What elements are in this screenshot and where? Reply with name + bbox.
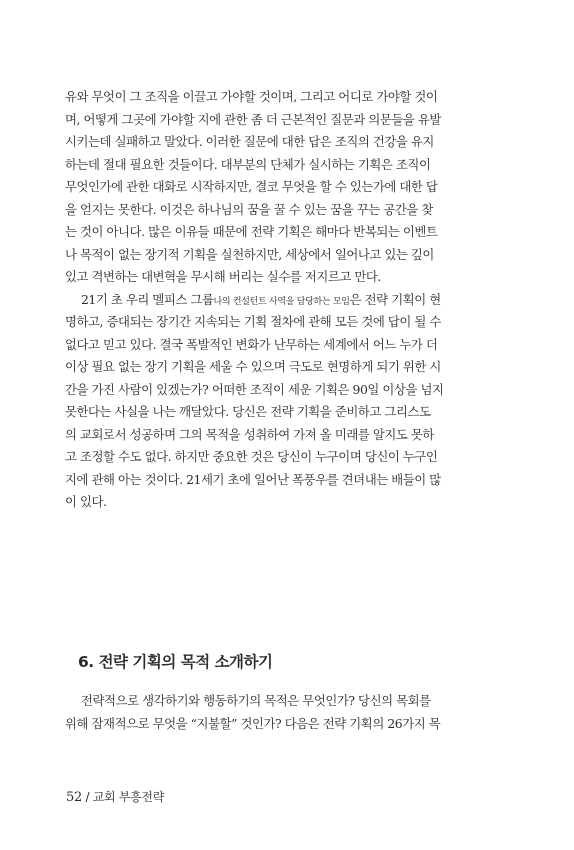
inline-note: 나의 컨설턴트 사역을 담당하는 모임 — [213, 296, 350, 307]
section-body — [65, 690, 515, 735]
paragraph-1-line: 하는데 절대 필요한 것들이다. 대부분의 단체가 실시하는 기획은 조직이 — [65, 156, 431, 172]
section-line: 전략적으로 생각하기와 행동하기의 목적은 무엇인가? 당신의 목회를 — [81, 693, 431, 708]
page-footer — [66, 788, 164, 805]
page-number: 52 — [66, 790, 82, 805]
paragraph-1-line: 유와 무엇이 그 조직을 이끌고 가야할 것이며, 그리고 어디로 가야할 것이 — [65, 89, 438, 104]
section-line: 위해 잠재적으로 무엇을 “지불할” 것인가? 다음은 전략 기획의 26가지 목 — [65, 715, 441, 731]
book-title: 교회 부흥전략 — [92, 790, 165, 804]
paragraph-1-line: 며, 어떻게 그곳에 가야할 지에 관한 좀 더 근본적인 질문과 의문들을 유발 — [65, 111, 441, 127]
paragraph-2-line: 고 조정할 수도 없다. 하지만 중요한 것은 당신이 누구이며 당신이 누구인 — [65, 449, 438, 464]
paragraph-1-line: 무엇인가에 관한 대화로 시작하지만, 결코 무엇을 할 수 있는가에 대한 답 — [65, 179, 438, 194]
paragraph-2-first-line — [65, 289, 515, 311]
paragraph-2-line: 이 있다. — [65, 494, 107, 509]
paragraph-2-line: 못한다는 사실을 나는 깨달았다. 당신은 전략 기획을 준비하고 그리스도 — [65, 404, 431, 419]
paragraph-2-lead: 21기 초 우리 멜피스 그룹 — [81, 291, 214, 307]
paragraph-1-line: 시키는데 실패하고 말았다. 이러한 질문에 대한 답은 조직의 건강을 유지 — [65, 134, 434, 149]
body-text — [65, 86, 515, 514]
paragraph-2-line: 없다고 믿고 있다. 결국 폭발적인 변화가 난무하는 세계에서 어느 누가 더 — [65, 336, 438, 352]
footer-separator: / — [85, 790, 90, 804]
section-heading: 6. 전략 기획의 목적 소개하기 — [78, 653, 273, 671]
paragraph-2-lead-end: 은 전략 기획이 현 — [349, 291, 441, 307]
paragraph-1-line: 나 목적이 없는 장기적 기획을 실천하지만, 세상에서 일어나고 있는 깊이 — [65, 246, 434, 262]
paragraph-2-line: 이상 필요 없는 장기 기획을 세울 수 있으며 극도로 현명하게 되기 위한 시 — [65, 359, 441, 374]
paragraph-2-line: 명하고, 증대되는 장기간 지속되는 기획 절차에 관해 모든 것에 답이 될 수 — [65, 314, 441, 329]
paragraph-2-line: 간을 가진 사람이 있겠는가? 어떠한 조직이 세운 기획은 90일 이상을 넘지 — [65, 381, 444, 397]
paragraph-2-line: 의 교회로서 성공하며 그의 목적을 성취하여 가져 올 미래를 알지도 못하 — [65, 426, 434, 442]
paragraph-1-line: 있고 격변하는 대변혁을 무시해 버리는 실수를 저지르고 만다. — [65, 269, 381, 284]
paragraph-1-line: 을 얻지는 못한다. 이것은 하나님의 꿈을 꿀 수 있는 꿈을 꾸는 공간을 찾 — [65, 201, 433, 217]
paragraph-2-line: 지에 관해 아는 것이다. 21세기 초에 일어난 폭풍우를 견뎌내는 배들이 많 — [65, 471, 441, 487]
paragraph-1-line: 는 것이 아니다. 많은 이유들 때문에 전략 기획은 해마다 반복되는 이벤트 — [65, 224, 438, 239]
